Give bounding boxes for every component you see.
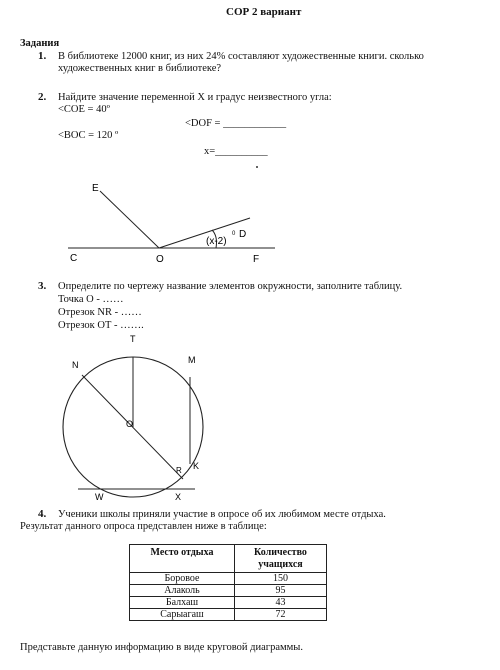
table-row (130, 585, 327, 597)
table-row (130, 609, 327, 621)
task3-number: 3. (38, 280, 47, 292)
point-label-o: O (156, 254, 164, 265)
point-label-d: D (239, 229, 247, 240)
ray-od (159, 218, 250, 248)
point-label-x: X (175, 492, 182, 502)
point-label-o: O (126, 419, 134, 429)
task1-text-line1: В библиотеке 12000 книг, из них 24% составляют художественные книги. сколько (58, 51, 424, 62)
point-label-f: F (253, 254, 260, 265)
task2-number: 2. (38, 91, 47, 103)
task1-number: 1. (38, 50, 47, 62)
task4-text-line2: Результат данного опроса представлен ниже в таблице: (20, 521, 267, 532)
table-header-place: Место отдыха (130, 545, 235, 573)
table-header-count: Количество учащихся (235, 545, 327, 573)
circle-figure (60, 332, 230, 504)
task4-number: 4. (38, 508, 47, 520)
point-label-r: R (176, 466, 182, 475)
table-cell-count: 95 (235, 585, 327, 597)
task3-text-line3: Отрезок NR - …… (58, 307, 142, 318)
survey-table (129, 544, 327, 621)
table-cell-place: Балхаш (130, 597, 235, 609)
task3-text-line1: Определите по чертежу название элементов окружности, заполните таблицу. (58, 281, 403, 292)
angle-label-degree: 0 (232, 231, 236, 237)
task3-text-line2: Точка О - …… (58, 294, 124, 305)
point-label-m: M (188, 355, 196, 365)
table-header-row (130, 545, 327, 573)
task4-footer: Представьте данную информацию в виде круговой диаграммы. (20, 642, 303, 653)
task2-answer-x: x=__________ (204, 146, 268, 157)
angle-figure (60, 178, 280, 268)
table-cell-place: Сарыагаш (130, 609, 235, 621)
task2-answer-dof: <DOF = ____________ (185, 118, 287, 129)
angle-label-x: (x-2) (206, 236, 227, 247)
task2-text-line1: Найдите значение переменной X и градус неизвестного угла: (58, 92, 332, 103)
point-label-e: E (92, 183, 99, 194)
task2-given-coe: <COE = 40º (58, 104, 110, 115)
table-cell-count: 43 (235, 597, 327, 609)
task2-given-boc: <BOC = 120 º (58, 130, 119, 141)
point-label-w: W (95, 492, 104, 502)
table-cell-place: Алаколь (130, 585, 235, 597)
table-cell-place: Боровое (130, 573, 235, 585)
point-label-k: K (193, 461, 200, 471)
task4-text-line1: Ученики школы приняли участие в опросе об их любимом месте отдыха. (58, 509, 386, 520)
page-title: СОР 2 вариант (226, 6, 302, 18)
table-cell-count: 72 (235, 609, 327, 621)
table-row (130, 573, 327, 585)
point-label-t: T (130, 334, 136, 344)
task3-text-line4: Отрезок ОТ - ……. (58, 320, 144, 331)
ray-oe (100, 191, 159, 248)
point-label-n: N (72, 360, 79, 370)
table-row (130, 597, 327, 609)
table-cell-count: 150 (235, 573, 327, 585)
point-label-c: C (70, 253, 78, 264)
task1-text-line2: художественных книг в библиотеке? (58, 63, 222, 74)
section-title: Задания (20, 38, 60, 49)
stray-dot (256, 166, 258, 168)
